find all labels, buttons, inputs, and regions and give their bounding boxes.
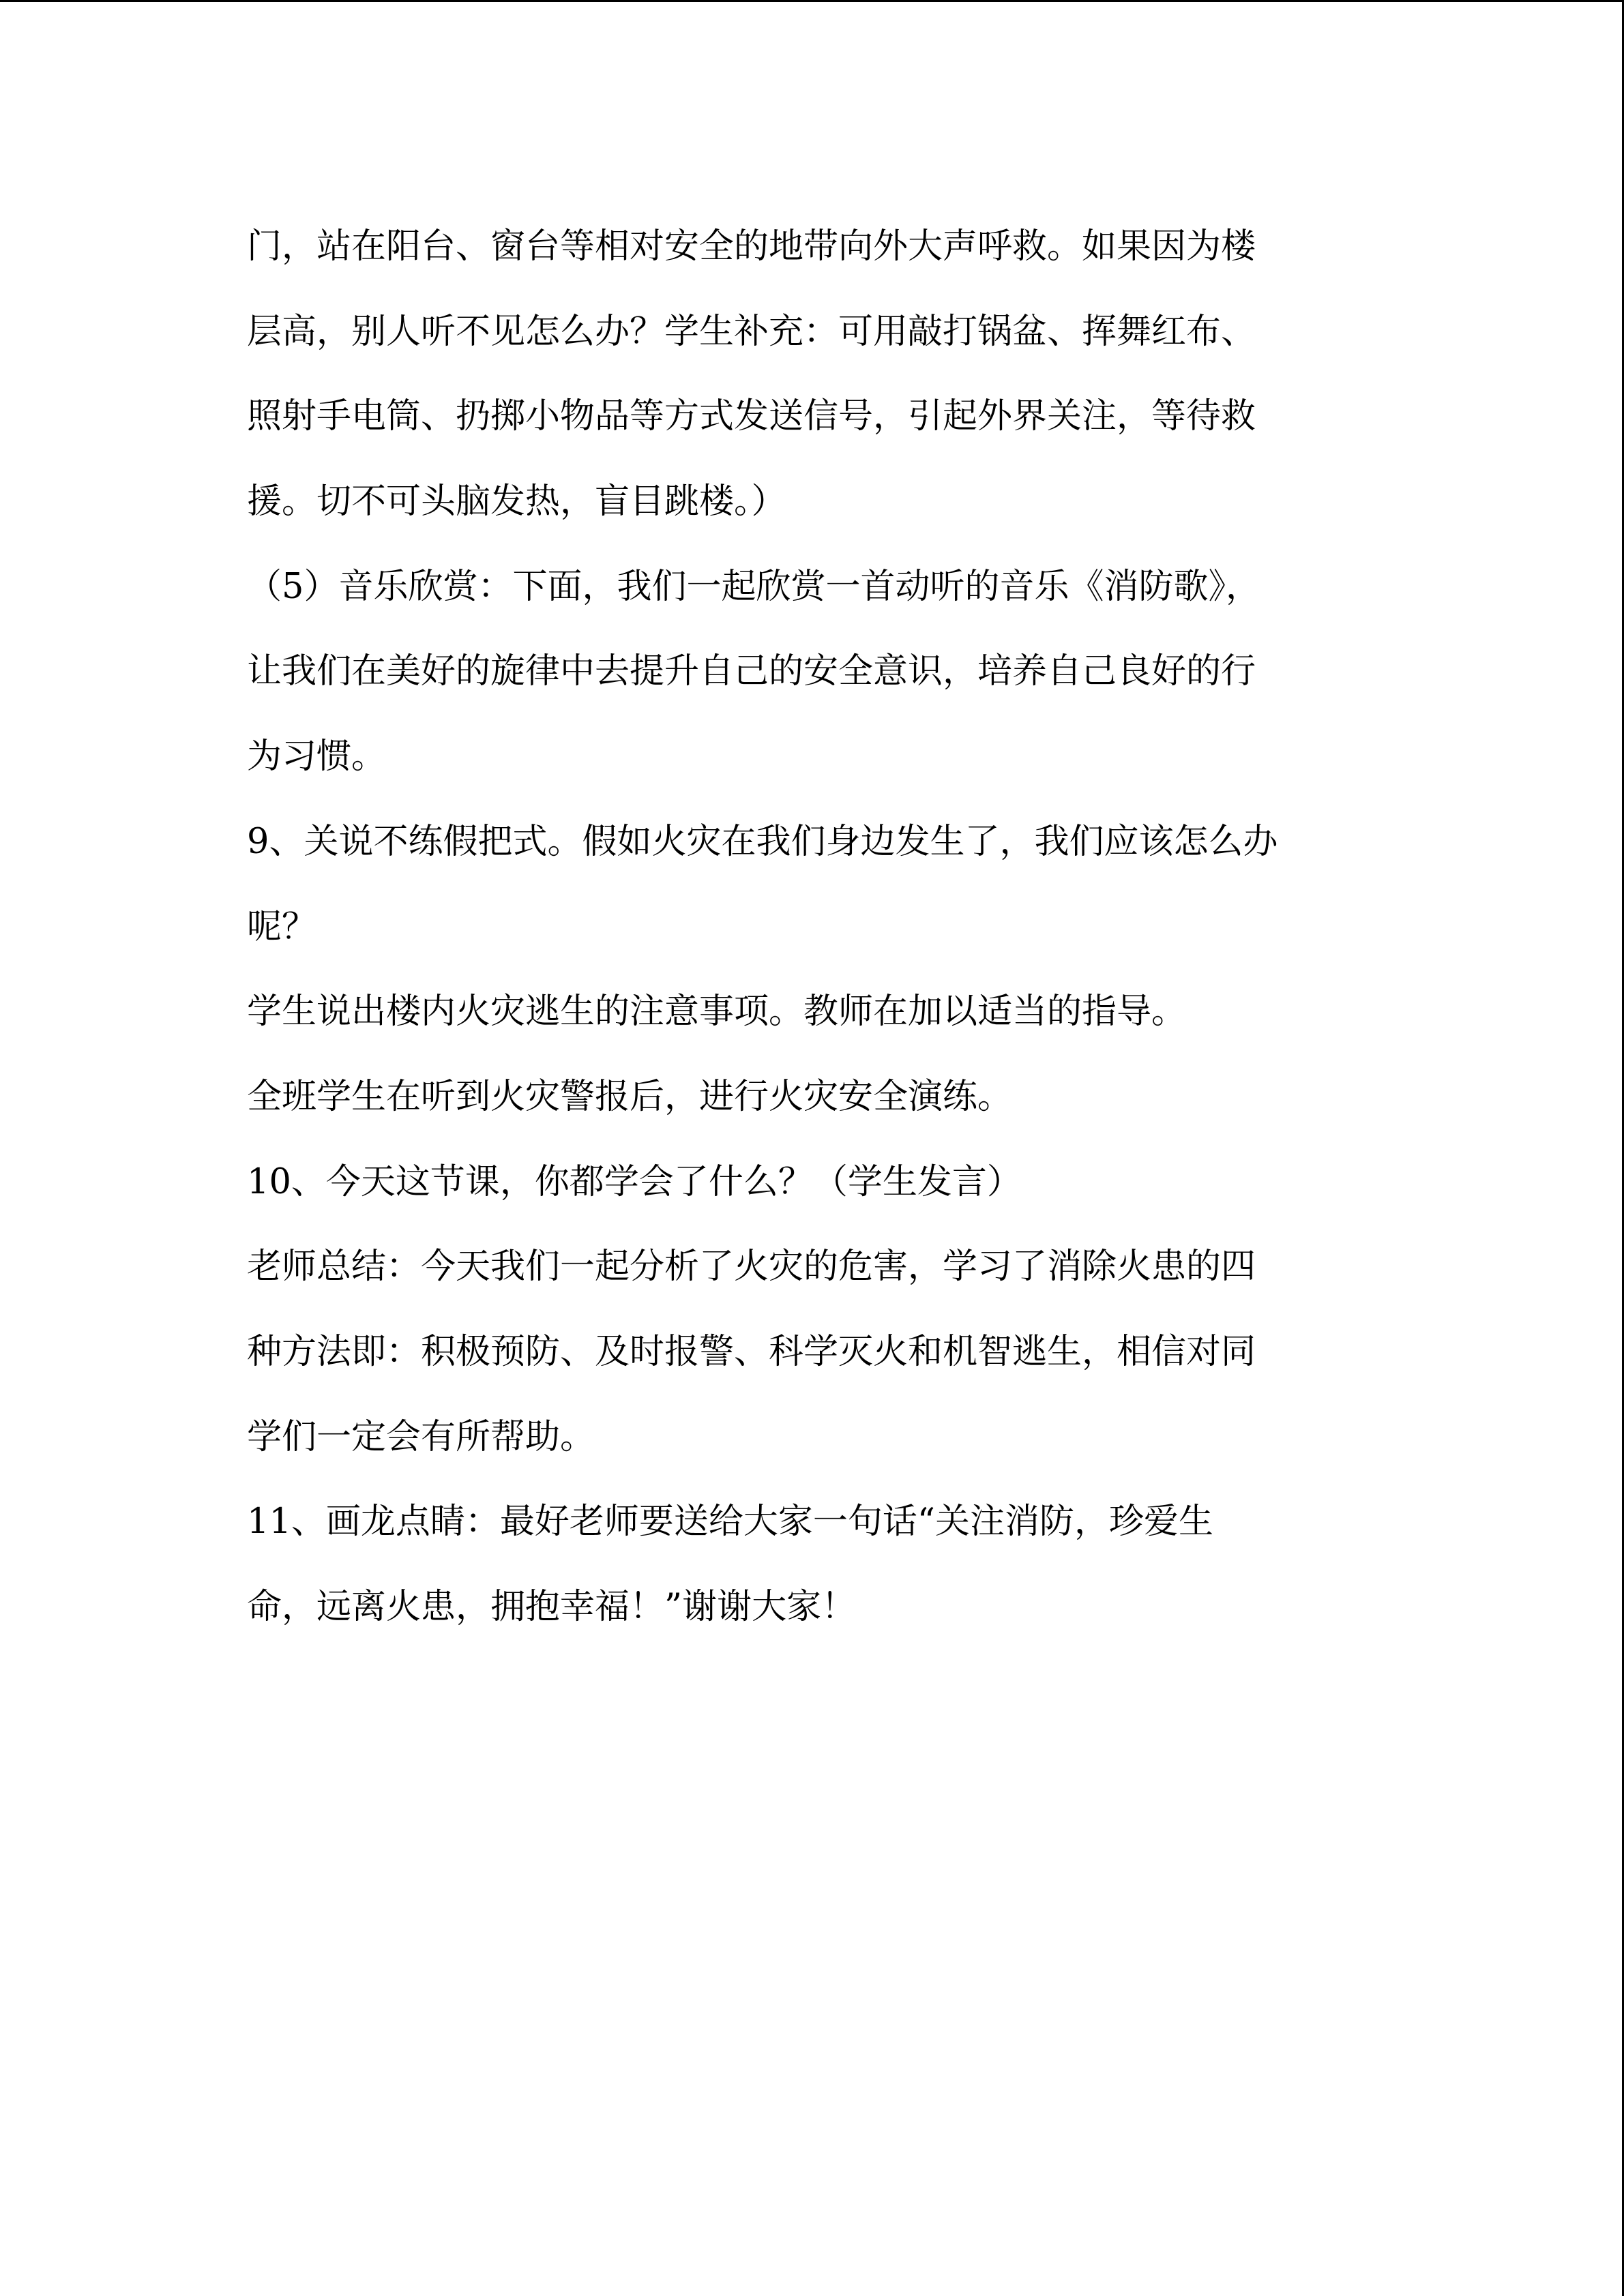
page-top-border — [0, 0, 1624, 2]
paragraph-line: 学生说出楼内火灾逃生的注意事项。教师在加以适当的指导。 — [247, 992, 1187, 1032]
paragraph-line: 呢？ — [247, 906, 317, 947]
paragraph-line: 照射手电筒、扔掷小物品等方式发送信号，引起外界关注，等待救 — [247, 396, 1256, 437]
paragraph-line: 命，远离火患，拥抱幸福！”谢谢大家！ — [247, 1587, 857, 1627]
paragraph-line: 9、关说不练假把式。假如火灾在我们身边发生了，我们应该怎么办 — [247, 821, 1278, 862]
paragraph-line: 老师总结：今天我们一起分析了火灾的危害，学习了消除火患的四 — [247, 1247, 1256, 1287]
paragraph-line: 让我们在美好的旋律中去提升自己的安全意识，培养自己良好的行 — [247, 651, 1256, 692]
paragraph-line: 种方法即：积极预防、及时报警、科学灭火和机智逃生，相信对同 — [247, 1331, 1256, 1372]
paragraph-line: 学们一定会有所帮助。 — [247, 1416, 595, 1457]
paragraph-line: 援。切不可头脑发热，盲目跳楼。） — [247, 481, 786, 522]
paragraph-line: 门，站在阳台、窗台等相对安全的地带向外大声呼救。如果因为楼 — [247, 226, 1256, 267]
document-body — [247, 205, 1406, 1650]
paragraph-line: 10、今天这节课，你都学会了什么？（学生发言） — [247, 1161, 1022, 1202]
paragraph-line: 全班学生在听到火灾警报后，进行火灾安全演练。 — [247, 1076, 1013, 1117]
paragraph-line: （5）音乐欣赏：下面，我们一起欣赏一首动听的音乐《消防歌》， — [247, 566, 1260, 607]
paragraph-line: 为习惯。 — [247, 736, 387, 777]
paragraph-line: 层高，别人听不见怎么办？学生补充：可用敲打锅盆、挥舞红布、 — [247, 311, 1256, 352]
paragraph-line: 11、画龙点睛：最好老师要送给大家一句话“关注消防，珍爱生 — [247, 1502, 1213, 1542]
